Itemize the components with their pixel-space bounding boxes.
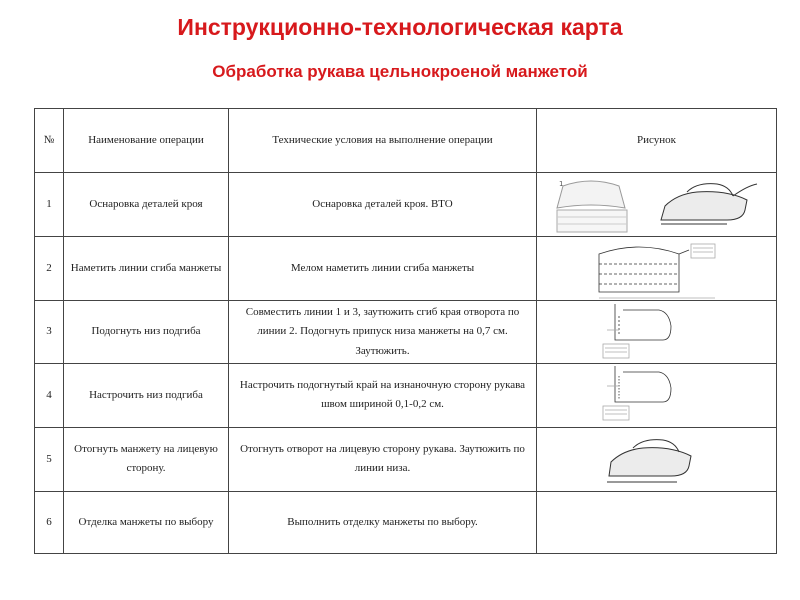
instruction-table <box>34 108 777 554</box>
iron-illustration <box>537 428 777 490</box>
picture-cell <box>537 173 777 237</box>
operation-name: Отогнуть манжету на лицевую сторону. <box>64 427 229 491</box>
page-title: Инструкционно-технологическая карта <box>177 14 623 40</box>
column-header-number: № <box>35 109 64 173</box>
operation-conditions: Мелом наметить линии сгиба манжеты <box>229 237 537 301</box>
cut-parts-and-iron-illustration <box>537 174 777 236</box>
operation-name: Оснаровка деталей кроя <box>64 173 229 237</box>
hem-fold-diagram <box>537 302 777 362</box>
column-header-operation: Наименование операции <box>64 109 229 173</box>
operation-name: Подогнуть низ подгиба <box>64 301 229 364</box>
picture-cell <box>537 301 777 364</box>
table-row <box>35 237 777 301</box>
picture-cell-empty <box>537 491 777 553</box>
picture-cell <box>537 363 777 427</box>
svg-text:1: 1 <box>559 179 564 188</box>
row-number: 3 <box>35 301 64 364</box>
operation-conditions: Оснаровка деталей кроя. ВТО <box>229 173 537 237</box>
page-subtitle: Обработка рукава цельнокроеной манжетой <box>212 62 588 81</box>
picture-cell <box>537 237 777 301</box>
operation-conditions: Выполнить отделку манжеты по выбору. <box>229 491 537 553</box>
row-number: 4 <box>35 363 64 427</box>
table-row <box>35 173 777 237</box>
cuff-fold-lines-diagram <box>537 238 777 300</box>
table-row <box>35 491 777 553</box>
operation-conditions: Отогнуть отворот на лицевую сторону рукава. Заутюжить по линии низа. <box>229 427 537 491</box>
operation-name: Настрочить низ подгиба <box>64 363 229 427</box>
operation-conditions: Совместить линии 1 и 3, заутюжить сгиб края отворота по линии 2. Подогнуть припуск низа манжеты на 0,7 см. Заутюжить. <box>229 301 537 364</box>
operation-conditions: Настрочить подогнутый край на изнаночную сторону рукава швом шириной 0,1-0,2 см. <box>229 363 537 427</box>
table-row <box>35 301 777 364</box>
row-number: 1 <box>35 173 64 237</box>
table-header-row <box>35 109 777 173</box>
column-header-conditions: Технические условия на выполнение операции <box>229 109 537 173</box>
row-number: 6 <box>35 491 64 553</box>
operation-name: Наметить линии сгиба манжеты <box>64 237 229 301</box>
row-number: 2 <box>35 237 64 301</box>
table-row <box>35 363 777 427</box>
row-number: 5 <box>35 427 64 491</box>
hem-stitch-diagram <box>537 364 777 426</box>
operation-name: Отделка манжеты по выбору <box>64 491 229 553</box>
table-row <box>35 427 777 491</box>
picture-cell <box>537 427 777 491</box>
column-header-picture: Рисунок <box>537 109 777 173</box>
